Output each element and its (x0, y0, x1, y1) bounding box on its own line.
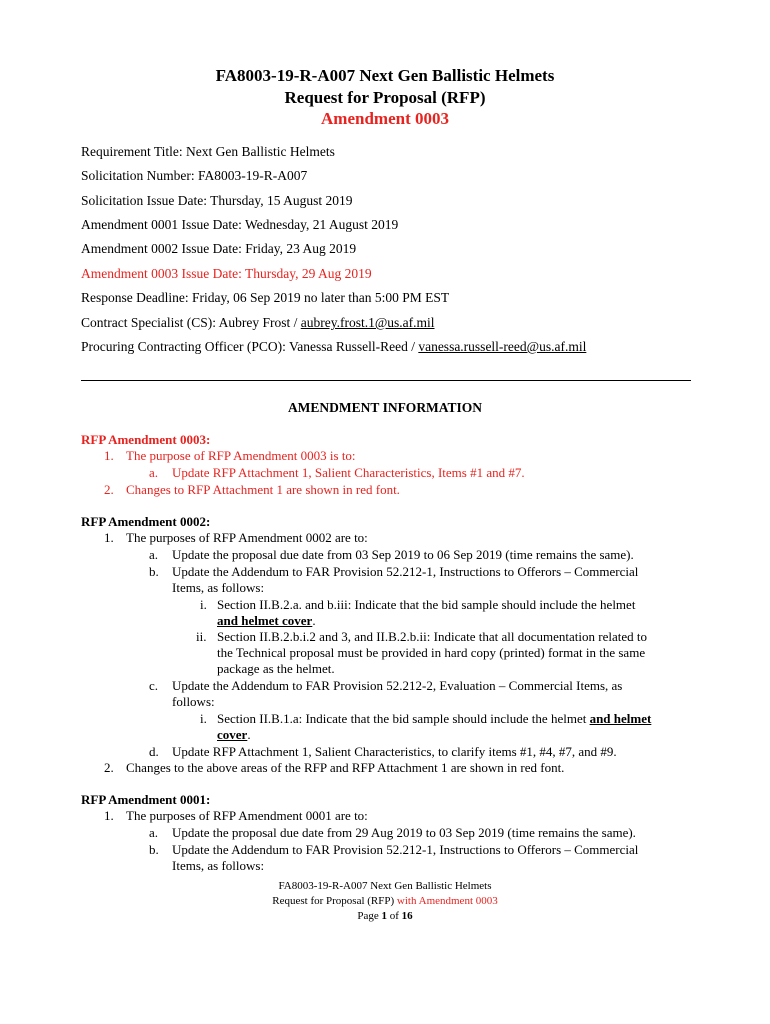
amendment-0002-date: Amendment 0002 Issue Date: Friday, 23 Aug 2019 (81, 241, 357, 256)
pco-label: Procuring Contracting Officer (PCO): Vanessa Russell-Reed / (81, 339, 419, 354)
list-number: 1. (104, 448, 114, 463)
contract-specialist-email-link[interactable]: aubrey.frost.1@us.af.mil (300, 315, 435, 330)
list-item-continuation: the Technical proposal must be provided in hard copy (printed) format in the same (217, 645, 646, 660)
punctuation: . (247, 727, 251, 742)
pco-email-link[interactable]: vanessa.russell-reed@us.af.mil (418, 339, 587, 354)
total-pages: 16 (401, 910, 413, 922)
list-roman: i. (200, 597, 207, 612)
list-letter: d. (149, 744, 159, 759)
list-item: Changes to RFP Attachment 1 are shown in red font. (126, 482, 400, 497)
requirement-title: Requirement Title: Next Gen Ballistic Helmets (81, 144, 335, 159)
list-item: Update RFP Attachment 1, Salient Characteristics, to clarify items #1, #4, #7, and #9. (172, 744, 617, 759)
doc-amendment-title: Amendment 0003 (321, 109, 449, 128)
list-item-continuation: Items, as follows: (172, 858, 265, 873)
list-letter: c. (149, 678, 159, 693)
solicitation-number: Solicitation Number: FA8003-19-R-A007 (81, 168, 308, 183)
doc-subtitle: Request for Proposal (RFP) (284, 88, 486, 107)
list-letter: b. (149, 564, 159, 579)
footer-amendment-text: with Amendment 0003 (396, 895, 498, 907)
list-item: Update RFP Attachment 1, Salient Characteristics, Items #1 and #7. (172, 465, 525, 480)
list-item: Changes to the above areas of the RFP and RFP Attachment 1 are shown in red font. (126, 760, 565, 775)
page-label: Page (357, 910, 382, 922)
list-number: 2. (104, 482, 114, 497)
list-number: 1. (104, 530, 114, 545)
punctuation: . (312, 613, 316, 628)
list-item: Section II.B.2.b.i.2 and 3, and II.B.2.b.ii: Indicate that all documentation related to (217, 629, 647, 644)
list-item-continuation: follows: (172, 694, 215, 709)
list-item: Section II.B.2.a. and b.iii: Indicate that the bid sample should include the helmet (217, 597, 636, 612)
amendment-0001-date: Amendment 0001 Issue Date: Wednesday, 21 August 2019 (81, 217, 399, 232)
list-item: Update the Addendum to FAR Provision 52.212-1, Instructions to Offerors – Commercial (172, 564, 639, 579)
list-item: The purpose of RFP Amendment 0003 is to: (126, 448, 356, 463)
list-item: Update the proposal due date from 29 Aug 2019 to 03 Sep 2019 (time remains the same). (172, 825, 636, 840)
doc-title: FA8003-19-R-A007 Next Gen Ballistic Helmets (215, 66, 555, 85)
list-item: Update the proposal due date from 03 Sep 2019 to 06 Sep 2019 (time remains the same). (172, 547, 634, 562)
list-roman: ii. (196, 629, 207, 644)
list-item (217, 711, 651, 727)
contract-specialist (81, 315, 435, 331)
solicitation-issue-date: Solicitation Issue Date: Thursday, 15 August 2019 (81, 193, 353, 208)
page-number (0, 910, 770, 922)
emphasis-text: and helmet (589, 711, 652, 726)
amendment-0001-heading: RFP Amendment 0001: (81, 792, 211, 807)
section-title: AMENDMENT INFORMATION (287, 400, 483, 415)
emphasis-text: and helmet cover (217, 613, 313, 628)
amendment-0003-heading: RFP Amendment 0003: (81, 432, 211, 447)
list-number: 2. (104, 760, 114, 775)
footer-subtitle-text: Request for Proposal (RFP) (272, 895, 397, 907)
list-roman: i. (200, 711, 207, 726)
list-item-continuation (217, 727, 251, 743)
list-item-continuation: package as the helmet. (217, 661, 335, 676)
procuring-contracting-officer (81, 339, 586, 355)
list-letter: a. (149, 465, 159, 480)
amendment-0003-date: Amendment 0003 Issue Date: Thursday, 29 Aug 2019 (81, 266, 372, 281)
list-number: 1. (104, 808, 114, 823)
page-of: of (386, 910, 402, 922)
amendment-0002-heading: RFP Amendment 0002: (81, 514, 211, 529)
response-deadline: Response Deadline: Friday, 06 Sep 2019 no later than 5:00 PM EST (81, 290, 450, 305)
list-item: Update the Addendum to FAR Provision 52.212-1, Instructions to Offerors – Commercial (172, 842, 639, 857)
list-item: The purposes of RFP Amendment 0001 are to: (126, 808, 368, 823)
list-item-text: Section II.B.1.a: Indicate that the bid sample should include the helmet (217, 711, 590, 726)
footer-title: FA8003-19-R-A007 Next Gen Ballistic Helmets (278, 880, 492, 892)
footer-subtitle (0, 895, 770, 907)
contract-specialist-label: Contract Specialist (CS): Aubrey Frost / (81, 315, 301, 330)
list-item-continuation (217, 613, 316, 629)
current-page: 1 (381, 910, 387, 922)
list-item: Update the Addendum to FAR Provision 52.212-2, Evaluation – Commercial Items, as (172, 678, 623, 693)
list-letter: a. (149, 825, 159, 840)
list-item: The purposes of RFP Amendment 0002 are to: (126, 530, 368, 545)
list-letter: b. (149, 842, 159, 857)
list-letter: a. (149, 547, 159, 562)
list-item-continuation: Items, as follows: (172, 580, 265, 595)
divider (81, 380, 691, 381)
emphasis-text: cover (217, 727, 248, 742)
